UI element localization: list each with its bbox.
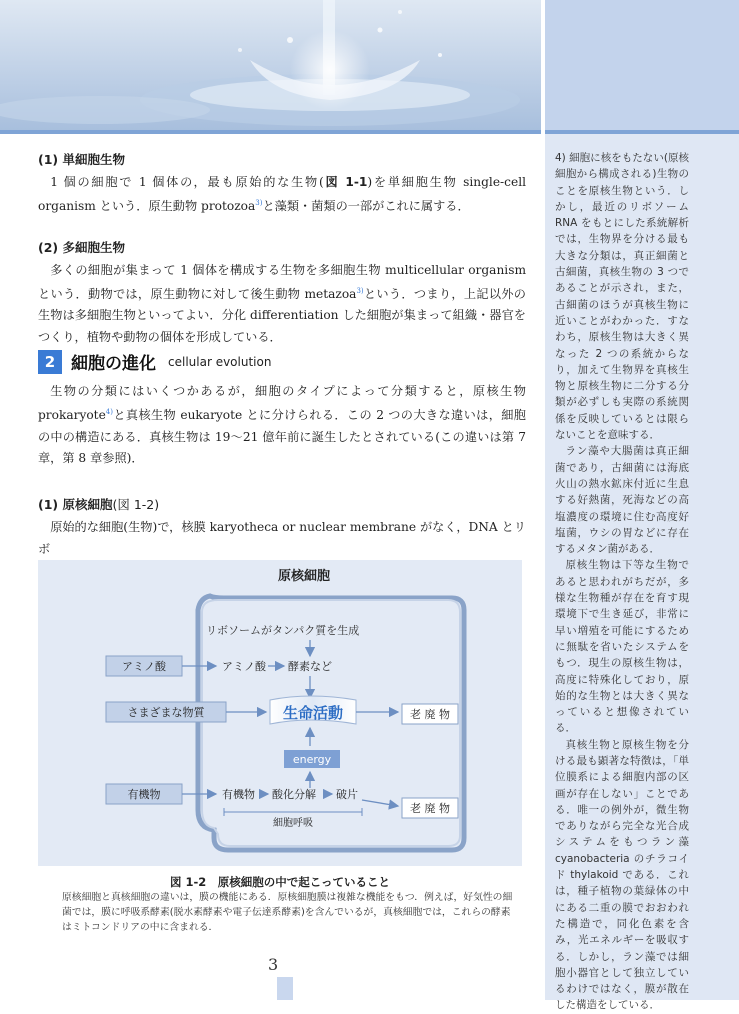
- footnote-marker: 3): [356, 286, 364, 295]
- side-note-paragraph-1: 4) 細胞に核をもたない(原核細胞から構成される)生物のことを原核生物という．しかし，最近のリボソームRNA をもとにした系統解析では，生物界を分ける最も大きな分類は，真正細菌と古細菌，真核生物の 3 つであることが示され，また，古細菌のほうが真核生物に近いことがわかった．すなわち，原核生物は大きく異なった 2 つの系統からなり，加えて生物界を真核生物と原核生物に二分する分類が必ずしも実際の系統関係を反映しているとは限らないことを意味する．: [555, 152, 689, 442]
- section-number: 2: [38, 350, 62, 374]
- figure-title: 原核細胞: [277, 569, 331, 584]
- section-title-en: cellular evolution: [168, 354, 272, 369]
- figure-reference: 図 1-1: [323, 175, 368, 189]
- multicellular-paragraph: [38, 260, 526, 348]
- header-banner: [0, 0, 739, 130]
- enzymes-label: 酵素など: [288, 660, 332, 673]
- unicellular-paragraph: [38, 172, 526, 218]
- text-run: 生物の分類にはいくつかあるが，細胞のタイプによって分類すると，原核生物 prokaryote: [38, 384, 526, 423]
- heading-run: (図 1-2): [112, 497, 160, 513]
- side-note-paragraph-3: 原核生物は下等な生物であると思われがちだが，多様な生物種が存在を育す現環境下で生き延び，非常に早い増殖を可能にするために無駄を省いたシステムをもつ．現生の原核生物は，高度に特殊化しており，原始的な生物とは大きく異なっていると想像されている．: [555, 559, 689, 735]
- page-tab: [277, 977, 293, 1000]
- energy-label: energy: [292, 753, 332, 766]
- waste-label-2: 老 廃 物: [410, 802, 450, 815]
- water-splash-image: [0, 0, 541, 130]
- side-note-paragraph-4: 真核生物と原核生物を分ける最も顕著な特徴は，「単位膜系による細胞内部の区画が存在しない」ことである．唯一の例外が，微生物でありながら完全な光合成システムをもつラン藻 cyanobacteria のチラコイド thylakoid である．これは，種子植物の葉緑体の中にある二重の膜でおおわれた構造で，同化色素を含み，光エネルギーを吸収する．しかし，ラン藻では細胞小器官として独立しているわけではなく，膜が散在した構造をしている．: [555, 738, 689, 1012]
- subsection-heading-prokaryotic: [38, 495, 526, 513]
- amino-acid-label: アミノ酸: [222, 660, 266, 673]
- fragment-label: 破片: [336, 788, 358, 801]
- figure-caption-title: 図 1-2 原核細胞の中で起こっていること: [169, 875, 391, 889]
- organic-matter-label: 有機物: [222, 788, 255, 801]
- text-run: 多くの細胞が集まって 1 個体を構成する生物を多細胞生物 multicellular organism という．動物では，原生動物に対して後生動物 metazoa: [38, 262, 526, 302]
- waste-label-1: 老 廃 物: [410, 708, 450, 721]
- figure-caption-body: 原核細胞と真核細胞の違いは，膜の機能にある．原核細胞膜は複雑な機能をもつ．例えば，好気性の細菌では，膜に呼吸系酵素(脱水素酵素や電子伝達系酵素)を含んでいるが，真核細胞では，これらの酵素はミトコンドリアの中に含まれる．: [62, 892, 513, 933]
- subsection-heading-unicellular: (1) 単細胞生物: [38, 152, 125, 167]
- various-substances-label: さまざまな物質: [127, 706, 205, 719]
- side-banner: [545, 0, 739, 130]
- section-title: 細胞の進化: [71, 354, 156, 374]
- header-rule: [0, 130, 541, 134]
- side-note: [555, 150, 689, 1014]
- evolution-paragraph: [38, 381, 526, 469]
- footnote-marker: 4): [105, 408, 113, 417]
- main-text: [38, 150, 526, 348]
- figure-1-2: [38, 560, 522, 866]
- prokaryotic-paragraph: 原始的な細胞(生物)で，核膜 karyotheca or nuclear membrane がなく，DNA とリボ: [38, 520, 526, 556]
- text-run: と藻類・菌類の一部がこれに属する．: [262, 199, 470, 214]
- main-text-2: [38, 381, 526, 560]
- organic-matter-box-label: 有機物: [127, 788, 161, 801]
- page-number: 3: [268, 955, 279, 974]
- heading-run: (1) 原核細胞: [38, 497, 113, 513]
- cellular-respiration-label: 細胞呼吸: [273, 818, 313, 829]
- subsection-heading-multicellular: (2) 多細胞生物: [38, 239, 125, 255]
- text-run: と真核生物 eukaryote とに分けられる．この 2 つの大きな違いは，細胞の中の構造にある．真核生物は 19〜21 億年前に誕生したとされている(この違いは第 7 章，第 8 章参照)．: [38, 408, 526, 465]
- ribosome-label: リボソームがタンパク質を生成: [206, 624, 360, 637]
- amino-acid-box-label: アミノ酸: [122, 660, 166, 673]
- side-note-paragraph-2: ラン藻や大腸菌は真正細菌であり，古細菌には海底火山の熱水鉱床付近に生息する好熱菌，死海などの高塩濃度の環境に住む高度好塩菌，ウシの胃などに存在するメタン菌がある．: [555, 445, 689, 556]
- oxidative-decomposition-label: 酸化分解: [272, 788, 316, 801]
- life-activity-label: 生命活動: [282, 704, 344, 722]
- footnote-marker: 3): [255, 199, 263, 208]
- section-heading: [38, 349, 271, 374]
- text-run: という．つまり，上記以外の生物は多細胞生物といってよい．分化 differentiation した細胞が集まって組織・器官をつくり，植物や動物の個体を形成している．: [38, 287, 526, 344]
- text-run: 1 個の細胞で 1 個体の，最も原始的な生物(: [50, 175, 324, 189]
- text-run: )を単細胞生物 single-cell organism という．原生動物 protozoa: [38, 175, 526, 214]
